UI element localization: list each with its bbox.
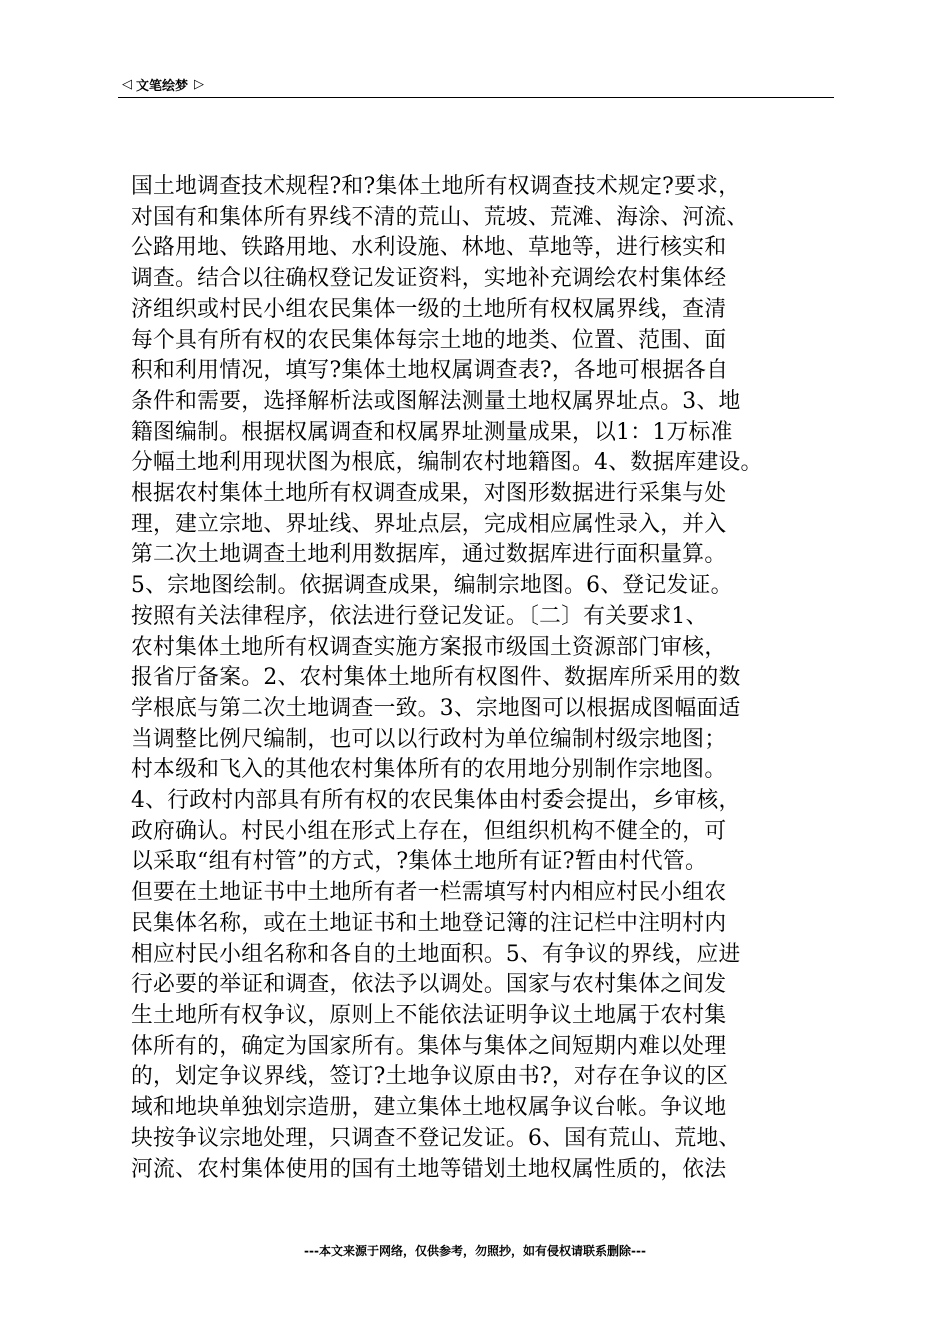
page-footer: ---本文来源于网络，仅供参考，勿照抄，如有侵权请联系删除--- (304, 1244, 646, 1258)
text-line: 理，建立宗地、界址线、界址点层，完成相应属性录入，并入 (131, 511, 727, 537)
triangle-left-icon: ◁ (122, 76, 132, 92)
text-line: 根据农村集体土地所有权调查成果，对图形数据进行采集与处 (131, 481, 727, 507)
text-line: 每个具有所有权的农民集体每宗土地的地类、位置、范围、面 (131, 327, 727, 353)
document-body (131, 172, 851, 1185)
page-header (122, 72, 834, 96)
text-line: 积和利用情况，填写?集体土地权属调查表?，各地可根据各自 (131, 358, 729, 384)
text-line: 以采取“组有村管”的方式，?集体土地所有证?暂由村代管。 (131, 849, 708, 875)
text-line: 域和地块单独划宗造册，建立集体土地权属争议台帐。争议地 (131, 1095, 727, 1121)
text-line: 国土地调查技术规程?和?集体土地所有权调查技术规定?要求， (131, 174, 741, 199)
text-line: 行必要的举证和调查，依法予以调处。国家与农村集体之间发 (131, 972, 727, 998)
text-line: 5、宗地图绘制。依据调查成果，编制宗地图。6、登记发证。 (131, 573, 733, 599)
text-line: 生土地所有权争议，原则上不能依法证明争议土地属于农村集 (131, 1002, 727, 1028)
text-line: 当调整比例尺编制，也可以以行政村为单位编制村级宗地图； (131, 726, 727, 752)
header-title: 文笔绘梦 (136, 78, 189, 94)
text-line: 济组织或村民小组农民集体一级的土地所有权权属界线，查清 (131, 296, 727, 322)
text-line: 第二次土地调查土地利用数据库，通过数据库进行面积量算。 (131, 542, 727, 568)
text-line: 4、行政村内部具有所有权的农民集体由村委会提出，乡审核， (131, 788, 741, 814)
text-line: 但要在土地证书中土地所有者一栏需填写村内相应村民小组农 (131, 880, 727, 906)
text-line: 调查。结合以往确权登记发证资料，实地补充调绘农村集体经 (131, 266, 727, 292)
text-line: 河流、农村集体使用的国有土地等错划土地权属性质的，依法 (131, 1156, 727, 1182)
text-line: 村本级和飞入的其他农村集体所有的农用地分别制作宗地图。 (131, 757, 727, 783)
triangle-right-icon: ▷ (194, 76, 205, 92)
text-line: 体所有的，确定为国家所有。集体与集体之间短期内难以处理 (131, 1033, 727, 1059)
text-line: 籍图编制。根据权属调查和权属界址测量成果，以1：1万标准 (131, 419, 733, 445)
text-line: 相应村民小组名称和各自的土地面积。5、有争议的界线，应进 (131, 941, 741, 967)
text-line: 按照有关法律程序，依法进行登记发证。〔二〕有关要求1、 (131, 603, 708, 629)
text-line: 学根底与第二次土地调查一致。3、宗地图可以根据成图幅面适 (131, 695, 741, 721)
text-line: 条件和需要，选择解析法或图解法测量土地权属界址点。3、地 (131, 388, 741, 414)
text-line: 块按争议宗地处理，只调查不登记发证。6、国有荒山、荒地、 (131, 1125, 741, 1151)
text-line: 报省厅备案。2、农村集体土地所有权图件、数据库所采用的数 (131, 665, 741, 691)
text-line: 民集体名称，或在土地证书和土地登记簿的注记栏中注明村内 (131, 910, 727, 936)
text-line: 政府确认。村民小组在形式上存在，但组织机构不健全的，可 (131, 818, 727, 844)
header-divider (118, 97, 834, 98)
text-line: 分幅土地利用现状图为根底，编制农村地籍图。4、数据库建设。 (131, 450, 763, 476)
text-line: 农村集体土地所有权调查实施方案报市级国土资源部门审核， (131, 634, 727, 660)
text-line: 公路用地、铁路用地、水利设施、林地、草地等，进行核实和 (131, 235, 727, 261)
text-line: 的，划定争议界线，签订?土地争议原由书?，对存在争议的区 (131, 1064, 729, 1090)
text-line: 对国有和集体所有界线不清的荒山、荒坡、荒滩、海涂、河流、 (131, 204, 749, 230)
